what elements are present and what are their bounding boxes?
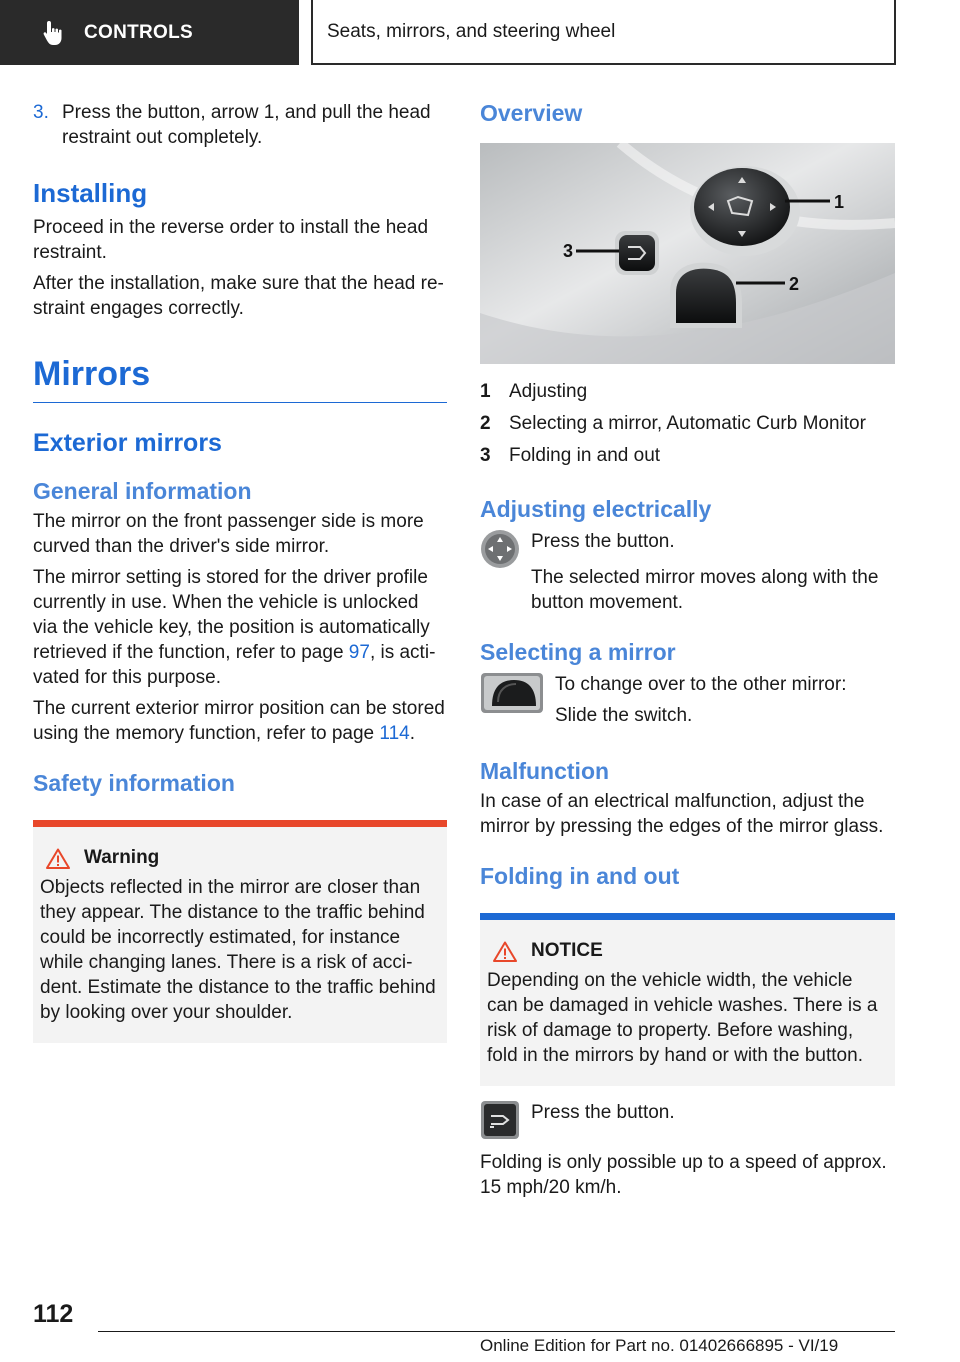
photo-label-3: 3 — [563, 241, 574, 261]
legend-text: Adjusting — [509, 381, 588, 402]
legend-text: Folding in and out — [509, 445, 661, 466]
folding-heading: Folding in and out — [480, 863, 680, 889]
notice-box — [480, 913, 895, 1086]
step-3 — [33, 100, 447, 150]
mirror-controls-photo — [480, 143, 895, 364]
notice-title-text: NOTICE — [531, 940, 603, 961]
footer-divider — [98, 1331, 895, 1332]
selecting-paragraph-2: Slide the switch. — [555, 705, 693, 726]
left-column — [33, 100, 447, 1043]
overview-heading: Overview — [480, 100, 583, 126]
adjusting-block — [480, 529, 895, 569]
adjusting-electrically-heading: Adjusting electrically — [480, 496, 712, 522]
header-title-box — [311, 0, 896, 65]
warning-title-text: Warning — [84, 847, 160, 868]
exterior-mirrors-heading: Exterior mirrors — [33, 429, 222, 457]
selecting-mirror-heading: Selecting a mirror — [480, 639, 676, 665]
selecting-block — [480, 672, 895, 734]
legend-item — [480, 408, 895, 440]
edition-note: Online Edition for Part no. 01402666895 - VI/19 — [480, 1336, 839, 1355]
malfunction-paragraph: In case of an electrical malfunction, adjust the mirror by pressing the edges of the mirror glass. — [480, 791, 884, 837]
legend-item — [480, 440, 895, 472]
general-p3-text-a: The current exterior mirror position can be stored using the memory function, refer to page — [33, 698, 445, 744]
notice-triangle-icon — [493, 941, 517, 962]
installing-paragraph-2: After the installation, make sure that the head restraint engages correctly. — [33, 273, 444, 319]
selecting-paragraph-1: To change over to the other mirror: — [555, 674, 847, 695]
page-114-link[interactable]: 114 — [379, 723, 410, 744]
photo-legend — [480, 376, 895, 472]
folding-paragraph-2: Folding is only possible up to a speed of approx. 15 mph/20 km/h. — [480, 1152, 887, 1198]
adjusting-p2-text: The selected mirror moves along with the button movement. — [531, 567, 879, 613]
mirror-selector-switch-icon — [480, 672, 544, 714]
header-section-tab — [0, 0, 299, 65]
legend-number: 2 — [480, 413, 491, 434]
warning-text: Objects reflected in the mirror are closer than they appear. The distance to the traffic behind could be incorrectly estimated, for instance while changing lanes. There is a risk of accident. Estimate the distance to the traffic behind by looking over your shoulder. — [40, 877, 436, 1023]
folding-block — [480, 1100, 895, 1140]
photo-label-2: 2 — [789, 274, 800, 294]
page-number: 112 — [33, 1300, 74, 1328]
legend-item — [480, 376, 895, 408]
step-text: Press the button, arrow 1, and pull the head restraint out completely. — [62, 102, 431, 148]
section-label: CONTROLS — [84, 21, 194, 43]
chapter-title: Seats, mirrors, and steering wheel — [327, 20, 616, 42]
hand-pointer-icon — [40, 18, 70, 48]
general-paragraph-3 — [33, 696, 447, 746]
general-paragraph-1: The mirror on the front passenger side is more curved than the driver's side mirror. — [33, 511, 424, 557]
photo-label-1: 1 — [834, 192, 845, 212]
warning-triangle-icon — [46, 848, 70, 869]
legend-text: Selecting a mirror, Automatic Curb Monitor — [509, 413, 866, 434]
installing-paragraph-1: Proceed in the reverse order to install the head restraint. — [33, 217, 429, 263]
safety-information-heading: Safety information — [33, 770, 235, 796]
notice-text: Depending on the vehicle width, the vehicle can be damaged in vehicle washes. There is a risk of damage to property. Before washing, fold in the mirrors by hand or with the button. — [487, 970, 878, 1066]
general-p2-text-a: The mirror setting is stored for the driver profile currently in use. When the vehicle is unlocked via the vehicle key, the position is automatically retrieved if the function, refer to page — [33, 567, 430, 663]
folding-paragraph-1: Press the button. — [531, 1102, 675, 1123]
installing-heading: Installing — [33, 178, 148, 208]
page-97-link[interactable]: 97 — [348, 642, 370, 663]
adjusting-paragraph-2a — [480, 565, 895, 615]
notice-title — [487, 940, 887, 962]
right-column — [480, 100, 895, 1206]
fold-mirror-button-icon — [480, 1100, 520, 1140]
warning-title — [40, 847, 439, 869]
four-way-arrow-button-icon — [480, 529, 520, 569]
general-p2-text-b: , is activated for this purpose. — [33, 642, 436, 688]
general-p3-text-b: . — [409, 723, 415, 744]
step-number: 3. — [33, 102, 49, 123]
mirrors-heading: Mirrors — [33, 355, 447, 403]
adjusting-paragraph-1: Press the button. — [531, 531, 675, 552]
malfunction-heading: Malfunction — [480, 758, 610, 784]
warning-box — [33, 820, 447, 1043]
legend-number: 1 — [480, 381, 491, 402]
legend-number: 3 — [480, 445, 491, 466]
general-information-heading: General information — [33, 478, 252, 504]
general-paragraph-2 — [33, 565, 447, 690]
